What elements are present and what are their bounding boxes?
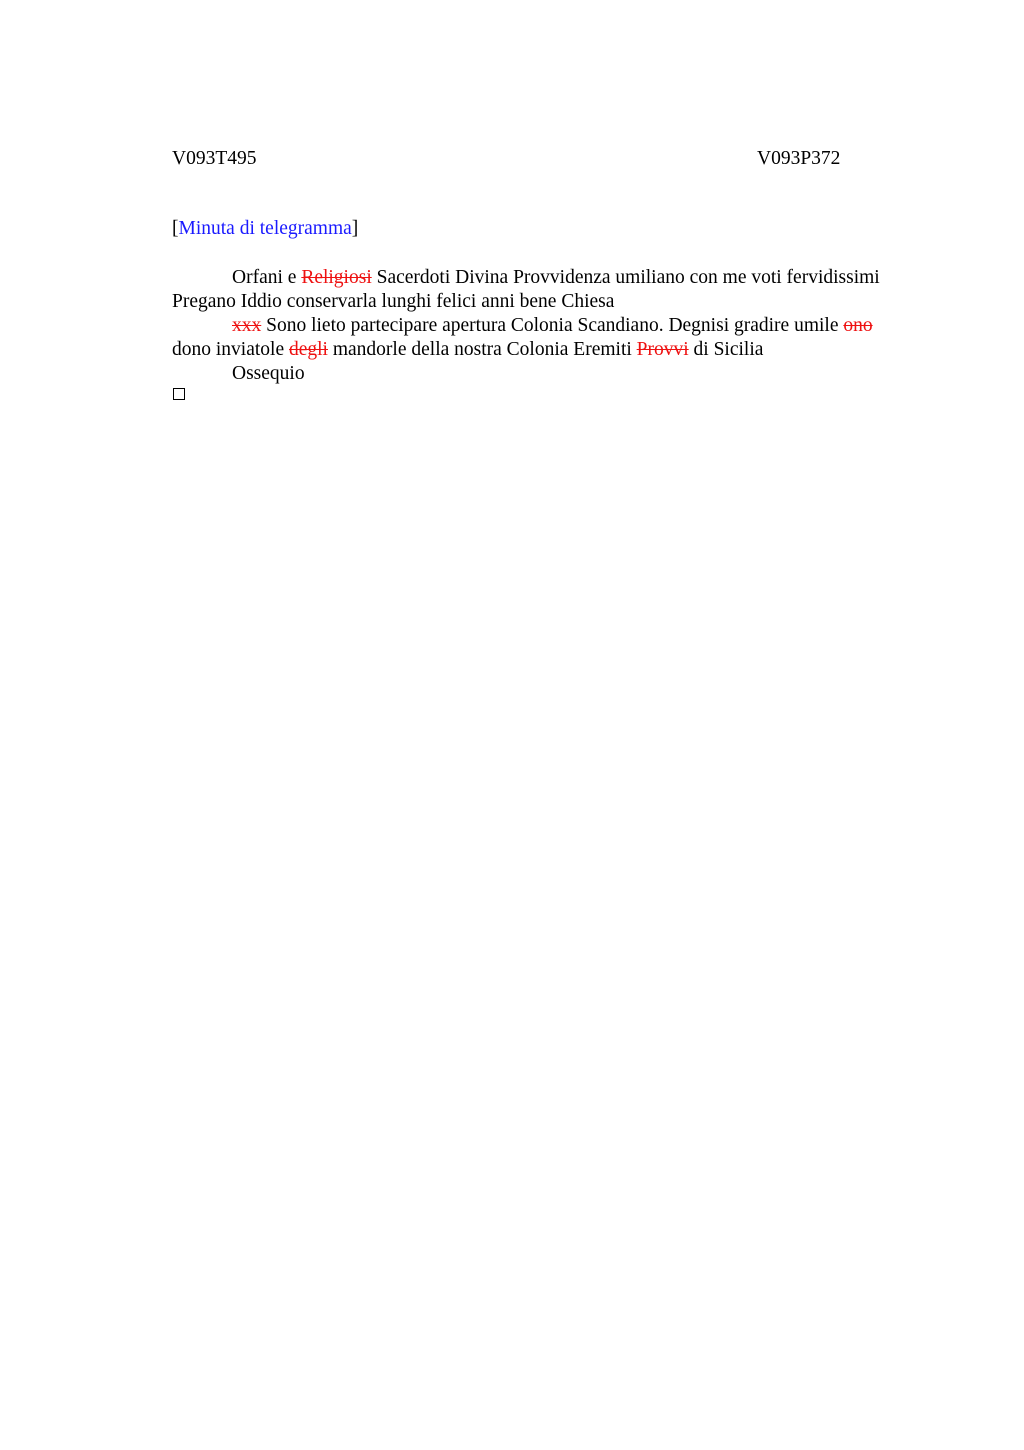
telegram-body xyxy=(172,266,932,386)
paragraph2-line2 xyxy=(172,338,932,362)
deleted-word: xxx xyxy=(232,315,262,336)
document-type-heading xyxy=(172,217,358,241)
closing-line xyxy=(172,362,932,386)
checkbox-square-icon xyxy=(173,388,185,400)
text-segment: Sacerdoti Divina Provvidenza umiliano con me voti fervidissimi xyxy=(371,267,880,288)
deleted-word: Provvi xyxy=(636,339,689,360)
deleted-word: degli xyxy=(288,339,328,360)
document-type-title: Minuta di telegramma xyxy=(178,218,352,239)
text-segment: Sono lieto partecipare apertura Colonia Scandiano. Degnisi gradire umile xyxy=(261,315,844,336)
text-segment: mandorle della nostra Colonia Eremiti xyxy=(327,339,637,360)
open-bracket: [ xyxy=(172,218,179,239)
paragraph1-line1 xyxy=(172,266,932,290)
deleted-word: Religiosi xyxy=(301,267,372,288)
document-code-right: V093P372 xyxy=(757,148,841,169)
paragraph1-line2: Pregano Iddio conservarla lunghi felici anni bene Chiesa xyxy=(172,291,615,312)
close-bracket: ] xyxy=(351,218,359,239)
paragraph2-line1 xyxy=(172,314,932,338)
text-segment: Orfani e xyxy=(232,267,302,288)
text-segment: di Sicilia xyxy=(688,339,764,360)
deleted-word: ono xyxy=(843,315,873,336)
document-code-left: V093T495 xyxy=(172,148,257,169)
closing-text: Ossequio xyxy=(232,363,305,384)
text-segment: dono inviatole xyxy=(172,339,289,360)
